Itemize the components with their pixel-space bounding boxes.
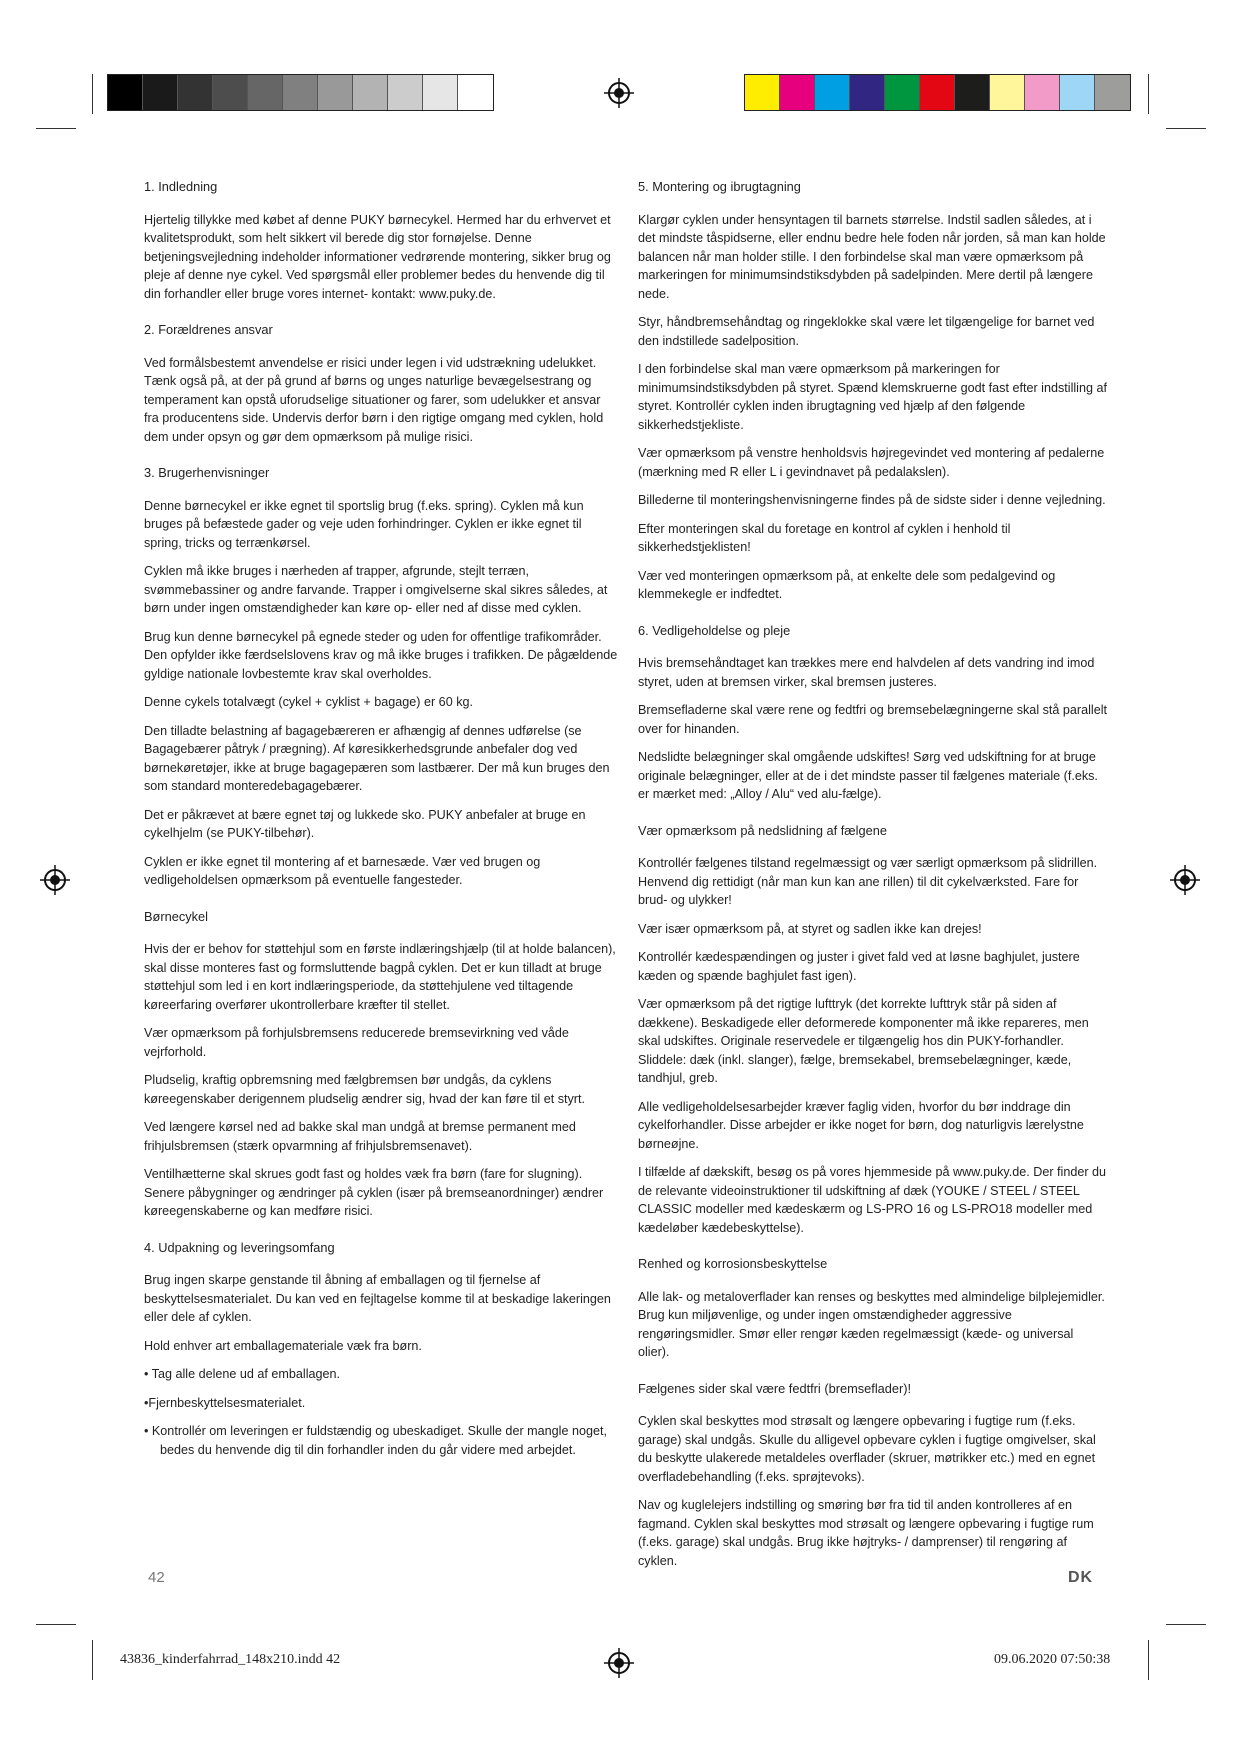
- section-heading: 3. Brugerhenvisninger: [144, 465, 270, 480]
- paragraph: Billederne til monteringshenvisningerne findes på de sidste sider i denne vejledning.: [638, 493, 1106, 507]
- color-swatch: [423, 75, 458, 110]
- section-heading: 5. Montering og ibrugtagning: [638, 179, 801, 194]
- paragraph: Bremsefladerne skal være rene og fedtfri og bremsebelægningerne skal stå parallelt over for hinanden.: [638, 703, 1108, 736]
- cmyk-color-bar: [744, 74, 1131, 111]
- registration-mark-left-icon: [40, 865, 70, 895]
- color-swatch: [955, 75, 990, 110]
- paragraph: Vær opmærksom på venstre henholdsvis højregevindet ved montering af pedalerne (mærkning med R eller L i gevindnavet på pedalakslen).: [638, 446, 1105, 479]
- paragraph: Klargør cyklen under hensyntagen til barnets størrelse. Indstil sadlen således, at i det mindste tåspidserne, eller endnu bedre hele foden når jorden, så man kan holde balancen når man holder stille. I den forbindelse skal man være opmærksom på markeringen for minimumsindstiksdybden på sadelpinden. Mere dertil på længere nede.: [638, 212, 1106, 301]
- section-heading: Børnecykel: [144, 908, 209, 924]
- crop-mark-bottom-left-h: [36, 1624, 76, 1625]
- paragraph: Vær især opmærksom på, at styret og sadlen ikke kan drejes!: [638, 921, 982, 936]
- bullet-item: • Tag alle delene ud af emballagen.: [144, 1367, 341, 1381]
- color-swatch: [388, 75, 423, 110]
- crop-mark-top-right-v: [1148, 74, 1149, 114]
- paragraph: Vær opmærksom på forhjulsbremsens reducerede bremsevirkning ved våde vejrforhold.: [144, 1026, 569, 1059]
- left-text-column: [144, 178, 618, 1469]
- paragraph: Vær opmærksom på det rigtige lufttryk (det korrekte lufttryk står på siden af dækkene). Beskadigede eller deformerede komponenter må ikke repareres, men skal udskiftes. Originale reservedele er tilgængelig hos din PUKY-forhandler. Sliddele: dæk (inkl. slanger), fælge, bremsekabel, bremsebelægninger, kæde, tandhjul, greb.: [638, 997, 1089, 1085]
- paragraph: Brug kun denne børnecykel på egnede steder og uden for offentlige trafikområder. Den opfylder ikke færdselslovens krav og må ikke bruges i trafikken. De pågældende gyldige nationale lovbestemte krav skal overholdes.: [144, 629, 618, 681]
- section-heading: 6. Vedligeholdelse og pleje: [638, 622, 791, 638]
- section-heading: Renhed og korrosionsbeskyttelse: [638, 1256, 828, 1271]
- crop-mark-bottom-left-v: [92, 1640, 93, 1680]
- crop-mark-top-right-h: [1166, 128, 1206, 129]
- section-heading: 4. Udpakning og leveringsomfang: [144, 1239, 335, 1255]
- paragraph: •Fjernbeskyttelsesmaterialet.: [144, 1395, 306, 1410]
- paragraph: I den forbindelse skal man være opmærksom på markeringen for minimumsindstiksdybden på styret. Spænd klemskruerne godt fast efter indstilling af styret. Kontrollér cyklen inden ibrugtagning ved hjælp af den følgende sikkerhedstjekliste.: [638, 362, 1107, 432]
- paragraph: Kontrollér fælgenes tilstand regelmæssigt og vær særligt opmærksom på slidrillen. Henvend dig rettidigt (når man kun kan ane rillen) til dit cykelværksted. Fare for brud- og ulykker!: [638, 856, 1098, 907]
- color-swatch: [1025, 75, 1060, 110]
- color-swatch: [458, 75, 493, 110]
- color-swatch: [1060, 75, 1095, 110]
- paragraph: Brug ingen skarpe genstande til åbning af emballagen og til fjernelse af beskyttelsesmaterialet. Du kan ved en fejltagelse komme til at beskadige lakeringen eller dele af cyklen.: [144, 1273, 611, 1324]
- registration-mark-top-icon: [604, 78, 634, 108]
- crop-mark-top-left-v: [92, 74, 93, 114]
- crop-mark-bottom-right-v: [1148, 1640, 1149, 1680]
- section-heading: Vær opmærksom på nedslidning af fælgene: [638, 822, 887, 838]
- paragraph: Nedslidte belægninger skal omgående udskiftes! Sørg ved udskiftning for at bruge originale belægninger, eller at de i det mindste passer til fælgenes materiale (f.eks. er mærket med: „Alloy / Alu“ ved alu-fælge).: [638, 750, 1098, 801]
- paragraph: Hold enhver art emballagemateriale væk fra børn.: [144, 1338, 422, 1353]
- paragraph: Det er påkrævet at bære egnet tøj og lukkede sko. PUKY anbefaler at bruge en cykelhjelm (se PUKY-tilbehør).: [144, 807, 586, 840]
- color-swatch: [990, 75, 1025, 110]
- color-swatch: [745, 75, 780, 110]
- paragraph: Pludselig, kraftig opbremsning med fælgbremsen bør undgås, da cyklens køreegenskaber derigennem pludselig ændrer sig, hvad der kan føre til et styrt.: [144, 1073, 585, 1106]
- color-swatch: [885, 75, 920, 110]
- paragraph: Denne børnecykel er ikke egnet til sportslig brug (f.eks. spring). Cyklen må kun bruges på befæstede gader og veje uden forhindringer. Cyklen er ikke egnet til spring, tricks og terrænkørsel.: [144, 498, 584, 550]
- color-swatch: [920, 75, 955, 110]
- print-timestamp: 09.06.2020 07:50:38: [994, 1652, 1111, 1667]
- color-swatch: [143, 75, 178, 110]
- paragraph: Styr, håndbremsehåndtag og ringeklokke skal være let tilgængelige for barnet ved den indstillede sadelposition.: [638, 315, 1095, 348]
- paragraph: Den tilladte belastning af bagagebæreren er afhængig af dennes udførelse (se Bagagebærer påtryk / prægning). Af køresikkerhedsgrunde anbefaler dog ved børnekøretøjer, ikke at bruge bagagepæren som lastbærer. Der må kun bruges den som standard monteredebagagebærer.: [144, 723, 610, 793]
- language-label: DK: [1068, 1569, 1094, 1586]
- paragraph: Cyklen må ikke bruges i nærheden af trapper, afgrunde, stejlt terræn, svømmebassiner og andre farvande. Trapper i omgivelserne skal sikres således, at børn under ingen omstændigheder kan køre op- eller ned af disse med cyklen.: [144, 564, 608, 615]
- color-swatch: [1095, 75, 1130, 110]
- paragraph: Efter monteringen skal du foretage en kontrol af cyklen i henhold til sikkerhedstjeklisten!: [638, 521, 1011, 554]
- paragraph: Hvis der er behov for støttehjul som en første indlæringshjælp (til at holde balancen), skal disse monteres fast og formsluttende bagpå cyklen. Det er kun tilladt at bruge støttehjul som led i en kort indlæringsperiode, da støttehjulene ved tiltagende køreerfaring overfører ukontrollerbare kræfter til stellet.: [144, 942, 616, 1012]
- paragraph: Cyklen er ikke egnet til montering af et barnesæde. Vær ved brugen og vedligeholdelsen opmærksom på eventuelle fangesteder.: [144, 854, 541, 887]
- paragraph: I tilfælde af dækskift, besøg os på vores hjemmeside på www.puky.de. Der finder du de relevante videoinstruktioner til udskiftning af dæk (YOUKE / STEEL / STEEL CLASSIC modeller med kædeskærm og LS-PRO 16 og LS-PRO18 modeller med kædeløber kædebeskyttelse).: [638, 1165, 1107, 1235]
- paragraph: Kontrollér kædespændingen og juster i givet fald ved at løsne baghjulet, justere kæden og spænde baghjulet fast igen).: [638, 950, 1080, 983]
- color-swatch: [353, 75, 388, 110]
- paragraph: Alle vedligeholdelsesarbejder kræver faglig viden, hvorfor du bør inddrage din cykelforhandler. Disse arbejder er ikke noget for børn, dog naturligvis lærelystne børneøjne.: [638, 1099, 1084, 1151]
- color-swatch: [780, 75, 815, 110]
- color-swatch: [850, 75, 885, 110]
- color-swatch: [108, 75, 143, 110]
- paragraph: Ved formålsbestemt anvendelse er risici under legen i vid udstrækning udelukket. Tænk også på, at der på grund af børns og unges naturlige bevægelsestrang og temperament kan opstå uforudselige situationer og farer, som udelukker et ansvar fra producentens side. Undervis derfor børn i den rigtige omgang med cyklen, hold dem under opsyn og gør dem opmærksom på mulige risici.: [144, 355, 604, 444]
- paragraph: Hvis bremsehåndtaget kan trækkes mere end halvdelen af dets vandring ind imod styret, uden at bremsen virker, skal bremsen justeres.: [638, 656, 1095, 689]
- paragraph: Ventilhætterne skal skrues godt fast og holdes væk fra børn (fare for slugning). Senere påbygninger og ændringer på cyklen (især på bremseanordninger) ændrer køreegenskaberne og kan medføre risici.: [144, 1167, 604, 1218]
- paragraph: Vær ved monteringen opmærksom på, at enkelte dele som pedalgevind og klemmekegle er indfedtet.: [638, 568, 1056, 601]
- color-swatch: [248, 75, 283, 110]
- section-heading: Fælgenes sider skal være fedtfri (bremseflader)!: [638, 1380, 912, 1396]
- paragraph: Ved længere kørsel ned ad bakke skal man undgå at bremse permanent med frihjulsbremsen (stærk opvarmning af frihjulsbremsenavet).: [144, 1120, 576, 1153]
- section-heading: 1. Indledning: [144, 179, 218, 194]
- color-swatch: [213, 75, 248, 110]
- section-heading: 2. Forældrenes ansvar: [144, 322, 273, 337]
- color-swatch: [178, 75, 213, 110]
- paragraph: Hjertelig tillykke med købet af denne PUKY børnecykel. Hermed har du erhvervet et kvalitetsprodukt, som helt sikkert vil berede dig stor fornøjelse. Denne betjeningsvejledning indeholder informationer vedrørende montering, sikker brug og pleje af denne nye cykel. Ved spørgsmål eller problemer bedes du henvende dig til din forhandler eller bruge vores internet- kontakt: www.puky.de.: [144, 212, 611, 301]
- paragraph: Denne cykels totalvægt (cykel + cyklist + bagage) er 60 kg.: [144, 695, 473, 709]
- grayscale-color-bar: [107, 74, 494, 111]
- paragraph: Nav og kuglelejers indstilling og smøring bør fra tid til anden kontrolleres af en fagmand. Cyklen skal beskyttes mod strøsalt og længere opbevaring i fugtige rum (f.eks. garage) skal undgås. Brug ikke højtryks- / damprenser) til rengøring af cyklen.: [638, 1498, 1094, 1568]
- bullet-item: • Kontrollér om leveringen er fuldstændig og ubeskadiget. Skulle der mangle noget, bedes du henvende dig til din forhandler inden du går videre med arbejdet.: [144, 1424, 607, 1457]
- registration-mark-right-icon: [1170, 865, 1200, 895]
- registration-mark-bottom-icon: [604, 1648, 634, 1678]
- crop-mark-top-left-h: [36, 128, 76, 129]
- color-swatch: [815, 75, 850, 110]
- crop-mark-bottom-right-h: [1166, 1624, 1206, 1625]
- right-text-column: [638, 178, 1108, 1580]
- page-number: 42: [148, 1569, 165, 1586]
- file-slug: 43836_kinderfahrrad_148x210.indd 42: [120, 1652, 341, 1667]
- paragraph: Alle lak- og metaloverflader kan renses og beskyttes med almindelige bilplejemidler. Brug kun miljøvenlige, og under ingen omstændigheder aggressive rengøringsmidler. Smør eller rengør kæden regelmæssigt (kæde- og universal olier).: [638, 1289, 1105, 1359]
- color-swatch: [283, 75, 318, 110]
- color-swatch: [318, 75, 353, 110]
- paragraph: Cyklen skal beskyttes mod strøsalt og længere opbevaring i fugtige rum (f.eks. garage) skal undgås. Skulle du alligevel opbevare cyklen i fugtige omgivelser, skal du beskytte ulakerede metaldeles overflader (skruer, møtrikker etc.) med en egnet overfladebehandling (f.eks. sprøjtevoks).: [638, 1414, 1096, 1484]
